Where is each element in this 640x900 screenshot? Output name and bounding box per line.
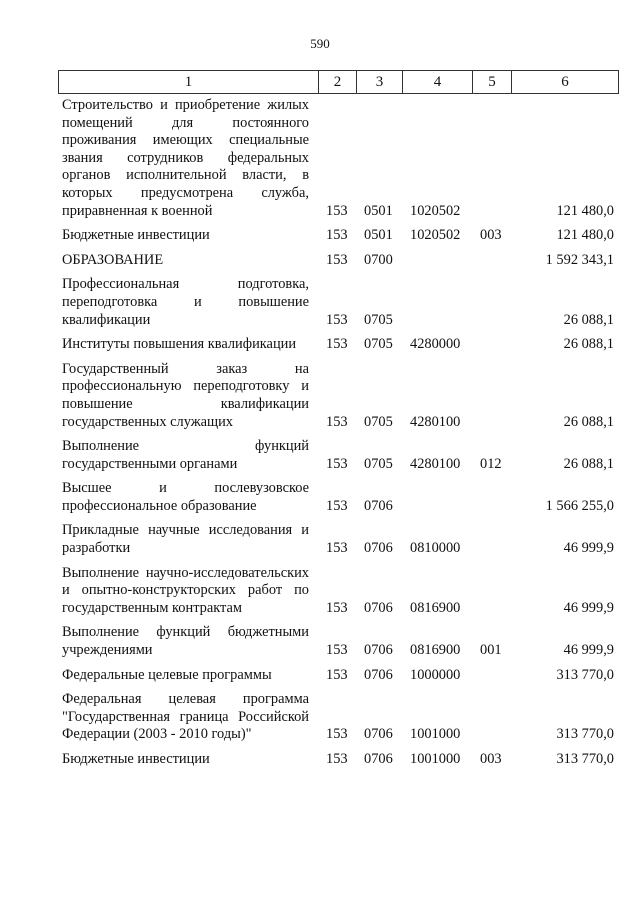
row-name: Выполнение функций государственными органами: [62, 438, 309, 472]
table-row: [62, 522, 622, 557]
row-code-2: 153: [326, 497, 348, 514]
row-code-3: 0706: [364, 726, 393, 743]
table-row: [62, 252, 622, 270]
row-amount: 26 088,1: [563, 413, 614, 430]
row-code-2: 153: [326, 642, 348, 659]
table-row: [62, 97, 622, 220]
row-name: Прикладные научные исследования и разработки: [62, 522, 309, 557]
row-code-4: 1001000: [410, 751, 461, 767]
table-row: [62, 565, 622, 618]
table-row: [62, 276, 622, 329]
row-code-3: 0705: [364, 413, 393, 430]
row-code-2: 153: [326, 751, 348, 767]
row-code-3: 0705: [364, 311, 393, 328]
row-code-2: 153: [326, 540, 348, 557]
page-number: 590: [310, 36, 330, 51]
column-header-3: 3: [357, 71, 403, 94]
row-amount: 313 770,0: [556, 751, 614, 767]
row-amount: 121 480,0: [556, 227, 614, 244]
row-amount: 46 999,9: [563, 599, 614, 616]
row-code-5: 003: [480, 751, 502, 767]
column-header-5: 5: [473, 71, 512, 94]
row-code-5: 003: [480, 227, 502, 244]
table-row: [62, 361, 622, 431]
row-code-2: 153: [326, 726, 348, 743]
row-code-2: 153: [326, 227, 348, 244]
row-name: ОБРАЗОВАНИЕ: [62, 251, 164, 268]
column-header-table: [58, 70, 619, 94]
row-amount: 46 999,9: [563, 540, 614, 557]
row-name: Государственный заказ на профессиональную переподготовку и повышение квалификации государственных служащих: [62, 360, 309, 430]
row-code-3: 0501: [364, 202, 393, 219]
column-header-4: 4: [403, 71, 473, 94]
row-code-4: 0816900: [410, 599, 461, 616]
row-code-4: 0816900: [410, 642, 461, 659]
row-code-3: 0706: [364, 751, 393, 767]
row-code-4: 4280100: [410, 413, 461, 430]
row-code-3: 0706: [364, 497, 393, 514]
row-amount: 313 770,0: [556, 666, 614, 683]
row-code-3: 0501: [364, 227, 393, 244]
row-amount: 26 088,1: [563, 455, 614, 472]
table-row: [62, 438, 622, 473]
row-name: Бюджетные инвестиции: [62, 751, 210, 767]
row-code-3: 0706: [364, 666, 393, 683]
table-row: [62, 691, 622, 744]
table-row: [62, 227, 622, 245]
row-code-4: 4280100: [410, 455, 461, 472]
table-row: [62, 667, 622, 685]
row-code-3: 0705: [364, 455, 393, 472]
row-name: Федеральные целевые программы: [62, 666, 272, 683]
table-row: [62, 480, 622, 515]
row-code-4: 1020502: [410, 227, 461, 244]
column-header-row: [59, 71, 619, 94]
row-code-5: 001: [480, 642, 502, 659]
row-amount: 121 480,0: [556, 202, 614, 219]
table-row: [62, 336, 622, 354]
row-code-2: 153: [326, 336, 348, 353]
row-code-2: 153: [326, 311, 348, 328]
row-amount: 1 592 343,1: [545, 251, 614, 268]
row-name: Выполнение научно-исследовательских и опытно-конструкторских работ по государственным контрактам: [62, 564, 309, 616]
row-code-2: 153: [326, 666, 348, 683]
row-code-2: 153: [326, 202, 348, 219]
row-code-2: 153: [326, 455, 348, 472]
row-code-3: 0700: [364, 251, 393, 268]
row-name: Бюджетные инвестиции: [62, 227, 210, 244]
row-code-2: 153: [326, 251, 348, 268]
row-amount: 1 566 255,0: [545, 497, 614, 514]
column-header-2: 2: [319, 71, 357, 94]
row-code-5: 012: [480, 455, 502, 472]
table-row: [62, 624, 622, 659]
budget-rows: [62, 97, 622, 776]
column-header-6: 6: [512, 71, 619, 94]
row-code-4: 1020502: [410, 202, 461, 219]
column-header-1: 1: [59, 71, 319, 94]
row-name: Строительство и приобретение жилых помещений для постоянного проживания имеющих специальные звания сотрудников федеральных органов исполнительной власти, в которых предусмотрена служба, приравненная к военной: [62, 97, 309, 219]
row-name: Федеральная целевая программа "Государственная граница Российской Федерации (2003 - 2010 годы)": [62, 691, 309, 743]
row-code-3: 0705: [364, 336, 393, 353]
row-name: Профессиональная подготовка, переподготовка и повышение квалификации: [62, 276, 309, 328]
row-code-3: 0706: [364, 642, 393, 659]
row-code-4: 1000000: [410, 666, 461, 683]
row-name: Выполнение функций бюджетными учреждениями: [62, 624, 309, 659]
row-code-2: 153: [326, 599, 348, 616]
row-name: Высшее и послевузовское профессиональное образование: [62, 480, 309, 514]
row-amount: 26 088,1: [563, 311, 614, 328]
table-row: [62, 751, 622, 769]
row-code-4: 1001000: [410, 726, 461, 743]
row-code-4: 0810000: [410, 540, 461, 557]
row-code-3: 0706: [364, 599, 393, 616]
row-code-3: 0706: [364, 540, 393, 557]
row-name: Институты повышения квалификации: [62, 336, 297, 353]
row-code-4: 4280000: [410, 336, 461, 353]
row-amount: 313 770,0: [556, 726, 614, 743]
row-amount: 26 088,1: [563, 336, 614, 353]
row-code-2: 153: [326, 413, 348, 430]
row-amount: 46 999,9: [563, 642, 614, 659]
